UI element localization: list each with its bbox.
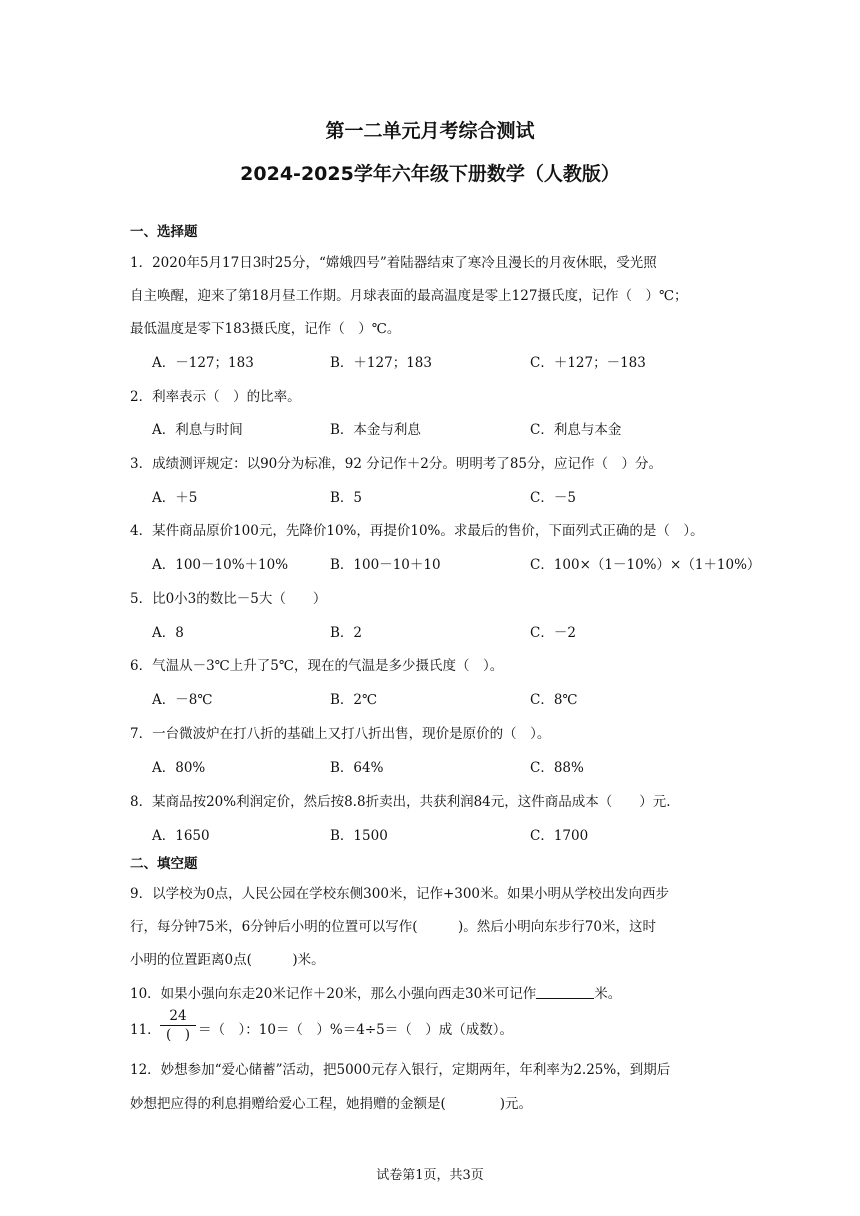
question-7-option-b: B．64%: [330, 760, 384, 776]
fraction-denominator: ( ): [165, 1027, 191, 1043]
question-4-text: 4．某件商品原价100元，先降价10%，再提价10%。求最后的售价，下面列式正确的是（ ）。: [130, 523, 704, 539]
question-11-equation: ＝（ ）：10＝（ ）%＝4÷5＝（ ）成（成数）。: [198, 1022, 513, 1038]
answer-blank: [536, 986, 594, 999]
question-12-line-2: 妙想把应得的利息捐赠给爱心工程，她捐赠的金额是( )元。: [130, 1096, 533, 1112]
question-9-line-3: 小明的位置距离0点( )米。: [130, 952, 325, 968]
question-6-option-b: B．2℃: [330, 692, 378, 708]
question-2-option-b: B．本金与利息: [330, 422, 421, 438]
question-2-option-a: A．利息与时间: [152, 422, 243, 438]
section-heading-fill: 二、填空题: [130, 856, 198, 872]
question-7-text: 7．一台微波炉在打八折的基础上又打八折出售，现价是原价的（ ）。: [130, 726, 551, 742]
fraction-bar: [160, 1025, 196, 1026]
question-1-line-2: 自主唤醒，迎来了第18月昼工作期。月球表面的最高温度是零上127摄氏度，记作（ ）℃；: [130, 288, 688, 304]
question-10-text: [130, 982, 621, 1002]
question-1-option-b: B．＋127；183: [330, 355, 432, 371]
page-footer: 试卷第1页，共3页: [376, 1168, 484, 1183]
question-10-unit: 米。: [594, 986, 622, 1002]
question-1-line-1: 1．2020年5月17日3时25分，“嫦娥四号”着陆器结束了寒冷且漫长的月夜休眠，受光照: [130, 255, 657, 271]
question-2-text: 2．利率表示（ ）的比率。: [130, 389, 301, 405]
question-9-line-1: 9．以学校为0点，人民公园在学校东侧300米，记作+300米。如果小明从学校出发向西步: [130, 886, 670, 902]
question-8-text: 8．某商品按20%利润定价，然后按8.8折卖出，共获利润84元，这件商品成本（ ）元.: [130, 794, 671, 810]
question-7-option-c: C．88%: [530, 760, 584, 776]
question-8-option-b: B．1500: [330, 828, 388, 844]
question-6-option-a: A．－8℃: [152, 692, 213, 708]
question-1-option-c: C．＋127；－183: [530, 355, 646, 371]
question-4-option-c: C．100×（1－10%）×（1＋10%）: [530, 557, 761, 573]
question-4-option-a: A．100－10%＋10%: [152, 557, 289, 573]
question-4-option-b: B．100－10＋10: [330, 557, 441, 573]
question-9-line-2: 行，每分钟75米，6分钟后小明的位置可以写作( )。然后小明向东步行70米，这时: [130, 919, 656, 935]
question-6-text: 6．气温从－3℃上升了5℃，现在的气温是多少摄氏度（ ）。: [130, 658, 504, 674]
question-8-option-a: A．1650: [152, 828, 210, 844]
question-5-option-c: C．－2: [530, 625, 576, 641]
section-heading-choice: 一、选择题: [130, 224, 198, 240]
question-8-option-c: C．1700: [530, 828, 589, 844]
question-5-text: 5．比0小3的数比－5大（ ）: [130, 591, 327, 607]
question-12-line-1: 12．妙想参加“爱心储蓄”活动，把5000元存入银行，定期两年，年利率为2.25%，到期后: [130, 1062, 671, 1078]
question-10-stem: 10．如果小强向东走20米记作＋20米，那么小强向西走30米可记作: [130, 986, 537, 1002]
question-3-option-a: A．＋5: [152, 490, 198, 506]
question-2-option-c: C．利息与本金: [530, 422, 622, 438]
question-3-text: 3．成绩测评规定：以90分为标准，92 分记作＋2分。明明考了85分，应记作（ ）分。: [130, 456, 663, 472]
question-5-option-b: B．2: [330, 625, 363, 641]
question-11-label: 11．: [130, 1022, 161, 1038]
question-7-option-a: A．80%: [152, 760, 206, 776]
fraction-numerator: 24: [169, 1008, 187, 1024]
page-subtitle: 2024-2025学年六年级下册数学（人教版）: [240, 163, 620, 185]
question-1-option-a: A．－127；183: [152, 355, 254, 371]
page-title: 第一二单元月考综合测试: [325, 120, 535, 142]
question-6-option-c: C．8℃: [530, 692, 578, 708]
question-11-fraction: [160, 1008, 196, 1043]
question-3-option-b: B．5: [330, 490, 363, 506]
question-3-option-c: C．－5: [530, 490, 576, 506]
question-5-option-a: A．8: [152, 625, 184, 641]
question-1-line-3: 最低温度是零下183摄氏度，记作（ ）℃。: [130, 321, 401, 337]
